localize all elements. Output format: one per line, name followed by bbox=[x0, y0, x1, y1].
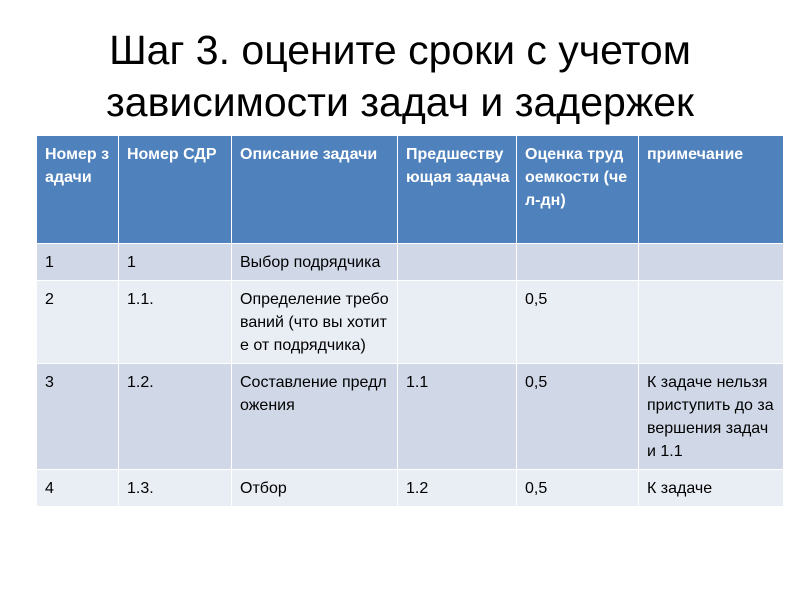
cell-note bbox=[639, 281, 784, 364]
cell-predecessor: 1.2 bbox=[398, 470, 517, 507]
header-predecessor: Предшествующая задача bbox=[398, 136, 517, 244]
cell-note: К задаче нельзя приступить до завершения задачи 1.1 bbox=[639, 364, 784, 470]
cell-task-number: 4 bbox=[37, 470, 119, 507]
table-header-row bbox=[37, 136, 784, 244]
cell-predecessor bbox=[398, 281, 517, 364]
cell-task-description: Отбор bbox=[232, 470, 398, 507]
slide-title-line-1: Шаг 3. оцените сроки с учетом bbox=[109, 27, 691, 73]
cell-wbs-number: 1.3. bbox=[119, 470, 232, 507]
cell-predecessor: 1.1 bbox=[398, 364, 517, 470]
task-table bbox=[36, 135, 783, 507]
header-effort-estimate: Оценка трудоемкости (чел-дн) bbox=[517, 136, 639, 244]
header-note: примечание bbox=[639, 136, 784, 244]
cell-task-description: Составление предложения bbox=[232, 364, 398, 470]
table-row bbox=[37, 364, 784, 470]
cell-effort-estimate: 0,5 bbox=[517, 364, 639, 470]
slide-title-line-2: зависимости задач и задержек bbox=[105, 79, 694, 125]
header-task-number: Номер задачи bbox=[37, 136, 119, 244]
header-wbs-number: Номер СДР bbox=[119, 136, 232, 244]
cell-effort-estimate: 0,5 bbox=[517, 281, 639, 364]
cell-task-number: 1 bbox=[37, 244, 119, 281]
cell-note: К задаче bbox=[639, 470, 784, 507]
table-row bbox=[37, 281, 784, 364]
table-row bbox=[37, 244, 784, 281]
cell-effort-estimate bbox=[517, 244, 639, 281]
cell-task-number: 2 bbox=[37, 281, 119, 364]
task-table-container bbox=[36, 135, 783, 600]
cell-wbs-number: 1 bbox=[119, 244, 232, 281]
table-row bbox=[37, 470, 784, 507]
slide-title bbox=[0, 24, 800, 128]
cell-predecessor bbox=[398, 244, 517, 281]
cell-task-description: Определение требований (что вы хотите от подрядчика) bbox=[232, 281, 398, 364]
cell-wbs-number: 1.1. bbox=[119, 281, 232, 364]
cell-wbs-number: 1.2. bbox=[119, 364, 232, 470]
cell-task-number: 3 bbox=[37, 364, 119, 470]
cell-effort-estimate: 0,5 bbox=[517, 470, 639, 507]
cell-note bbox=[639, 244, 784, 281]
cell-task-description: Выбор подрядчика bbox=[232, 244, 398, 281]
header-task-description: Описание задачи bbox=[232, 136, 398, 244]
